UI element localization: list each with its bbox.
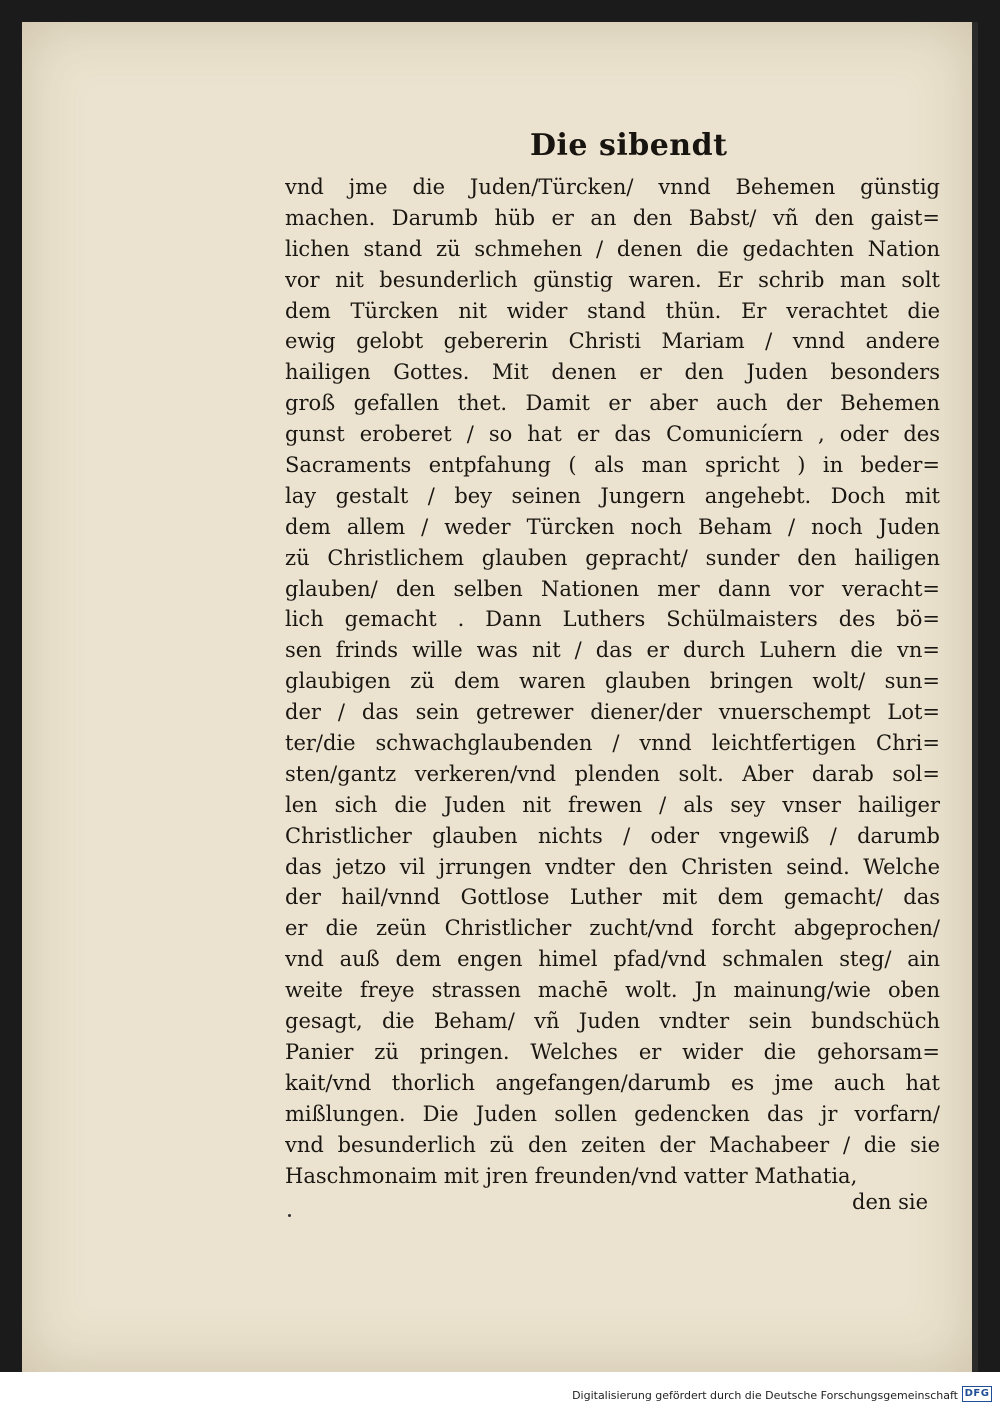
text-line: gunst eroberet / so hat er das Comunicíern , oder des — [285, 422, 940, 447]
text-line: groß gefallen thet. Damit er aber auch der Behemen — [285, 391, 940, 416]
text-line: ewig gelobt gebererin Christi Mariam / vnnd andere — [285, 329, 940, 354]
text-block — [285, 172, 940, 1191]
text-line: vnd besunderlich zü den zeiten der Machabeer / die sie — [285, 1132, 940, 1157]
text-line: der / das sein getrewer diener/der vnuerschempt Lot= — [285, 700, 940, 725]
text-line: Panier zü pringen. Welches er wider die gehorsam= — [285, 1039, 940, 1064]
dfg-logo: DFG — [962, 1386, 992, 1402]
text-line: hailigen Gottes. Mit denen er den Juden besonders — [285, 360, 940, 385]
footer-credit: Digitalisierung gefördert durch die Deutsche Forschungsgemeinschaft — [572, 1389, 958, 1402]
text-line: zü Christlichem glauben gepracht/ sunder den hailigen — [285, 545, 940, 570]
text-line: lichen stand zü schmehen / denen die gedachten Nation — [285, 236, 940, 261]
running-head: Die sibendt — [530, 128, 728, 163]
text-line: machen. Darumb hüb er an den Babst/ vñ den gaist= — [285, 205, 940, 230]
text-line: dem Türcken nit wider stand thün. Er verachtet die — [285, 298, 940, 323]
text-line: glaubigen zü dem waren glauben bringen wolt/ sun= — [285, 669, 940, 694]
text-line: er die zeün Christlicher zucht/vnd forcht abgeprochen/ — [285, 916, 940, 941]
text-line: vor nit besunderlich günstig waren. Er schrib man solt — [285, 267, 940, 292]
text-line: Christlicher glauben nichts / oder vngewiß / darumb — [285, 823, 940, 848]
text-line: lay gestalt / bey seinen Jungern angehebt. Doch mit — [285, 483, 940, 508]
text-line: dem allem / weder Türcken noch Beham / noch Juden — [285, 514, 940, 539]
text-line: lich gemacht . Dann Luthers Schülmaisters des bö= — [285, 607, 940, 632]
catchword: den sie — [852, 1190, 928, 1214]
text-line: vnd auß dem engen himel pfad/vnd schmalen steg/ ain — [285, 947, 940, 972]
text-line: sten/gantz verkeren/vnd plenden solt. Aber darab sol= — [285, 761, 940, 786]
text-line: weite freye strassen machē wolt. Jn mainung/wie oben — [285, 978, 940, 1003]
text-line: ter/die schwachglaubenden / vnnd leichtfertigen Chri= — [285, 731, 940, 756]
text-line: glauben/ den selben Nationen mer dann vor veracht= — [285, 576, 940, 601]
text-line: Sacraments entpfahung ( als man spricht ) in beder= — [285, 453, 940, 478]
ink-speck — [288, 1214, 291, 1217]
text-line: Haschmonaim mit jren freunden/vnd vatter Mathatia, — [285, 1163, 858, 1188]
text-line: kait/vnd thorlich angefangen/darumb es jme auch hat — [285, 1070, 940, 1095]
text-line: mißlungen. Die Juden sollen gedencken das jr vorfarn/ — [285, 1101, 940, 1126]
text-line: sen frinds wille was nit / das er durch Luhern die vn= — [285, 638, 940, 663]
text-line: gesagt, die Beham/ vñ Juden vndter sein bundschüch — [285, 1009, 940, 1034]
text-line: len sich die Juden nit frewen / als sey vnser hailiger — [285, 792, 940, 817]
page-edge-shadow — [972, 22, 978, 1372]
text-line: vnd jme die Juden/Türcken/ vnnd Behemen günstig — [285, 175, 940, 199]
text-line: der hail/vnnd Gottlose Luther mit dem gemacht/ das — [285, 885, 940, 910]
text-line: das jetzo vil jrrungen vndter den Christen seind. Welche — [285, 854, 940, 879]
